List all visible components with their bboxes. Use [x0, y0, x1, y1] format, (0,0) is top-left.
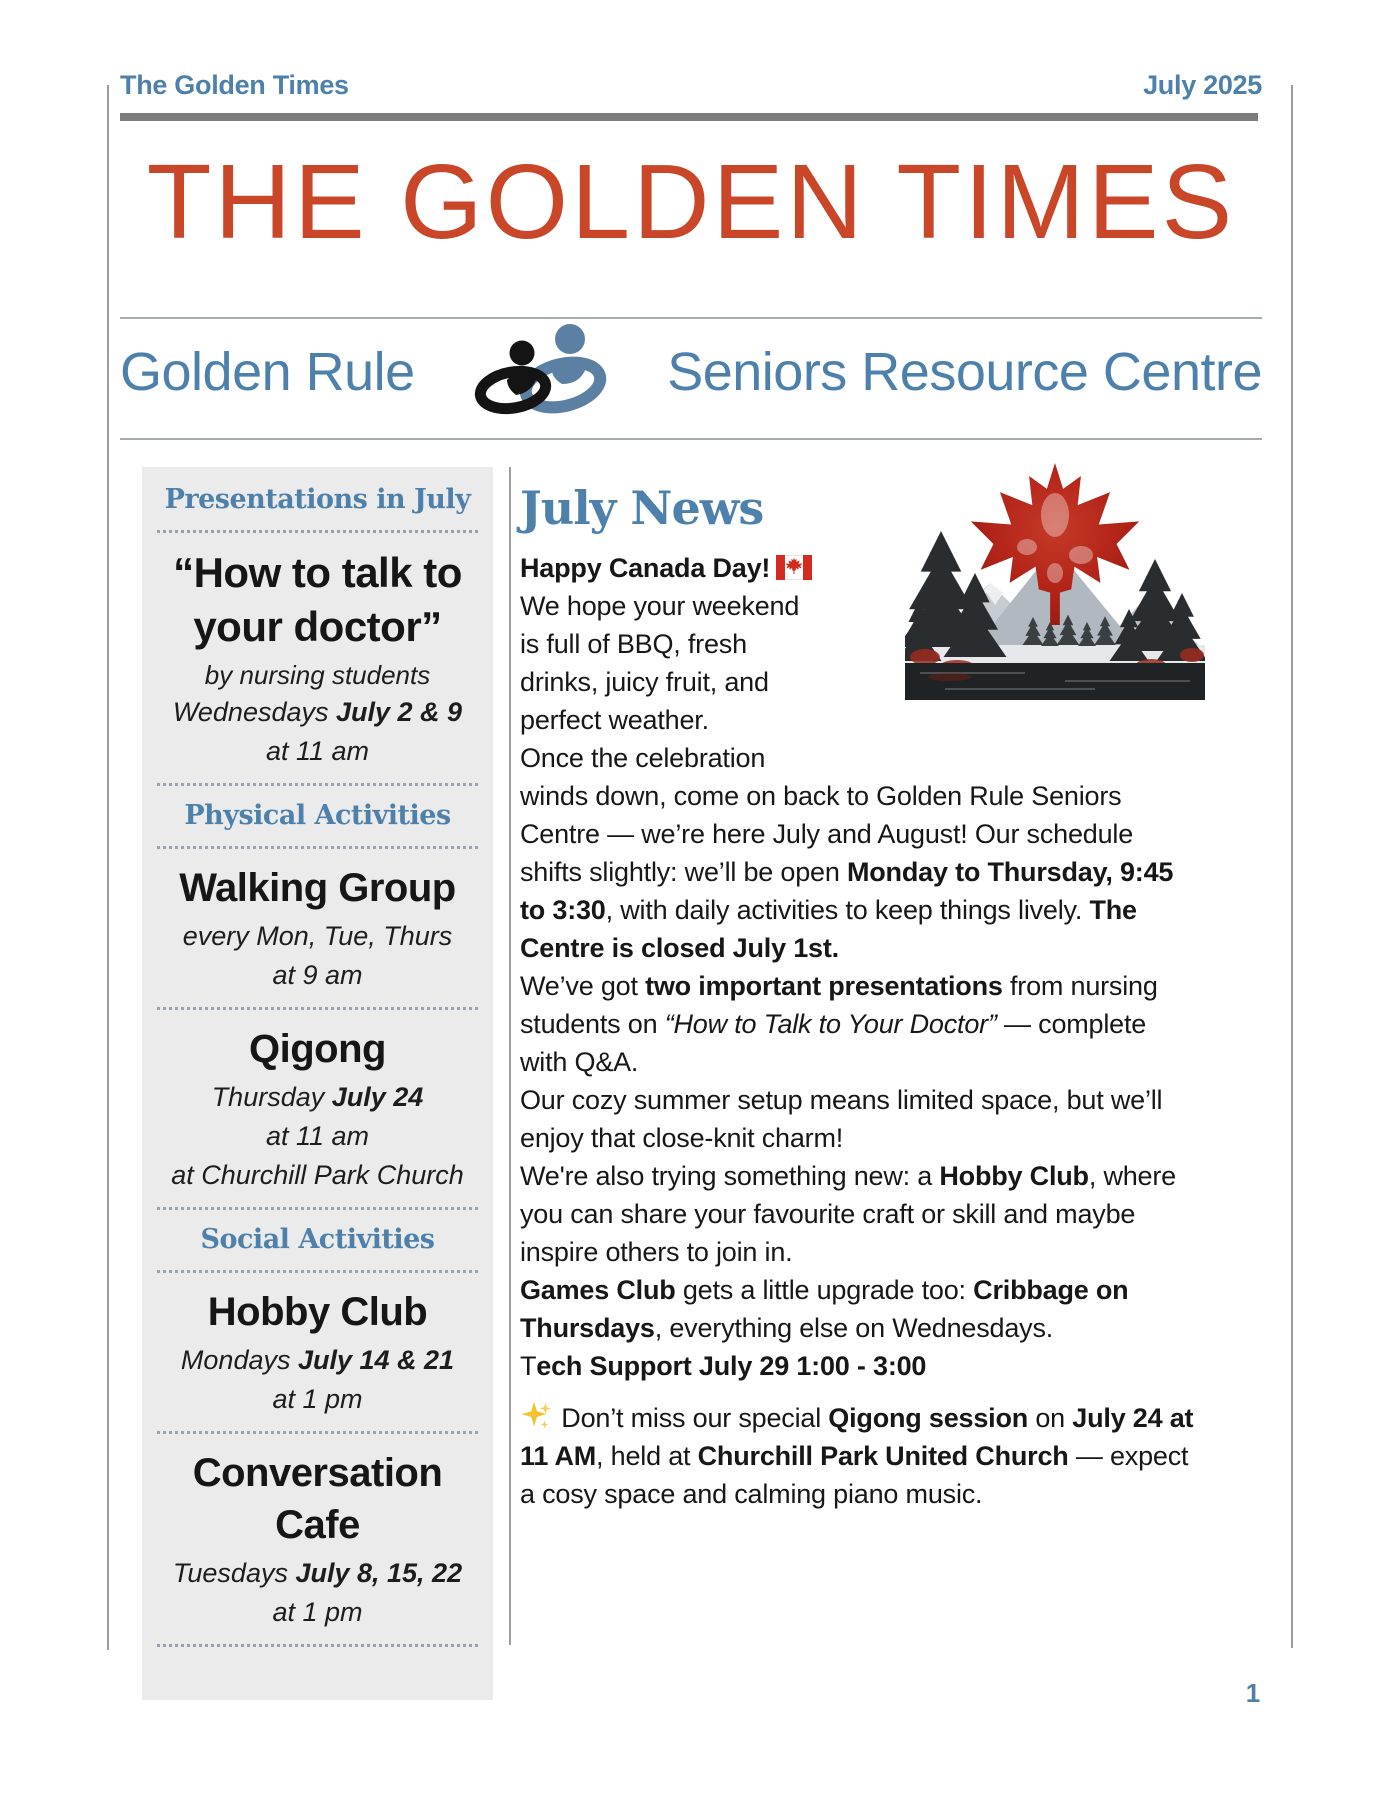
dotted-divider: [157, 1431, 478, 1434]
dotted-divider: [157, 846, 478, 849]
event-time: at 11 am: [265, 1121, 370, 1151]
dotted-divider: [157, 1007, 478, 1010]
event-time: at 1 pm: [272, 1384, 363, 1414]
event-presenter: by nursing students: [204, 660, 431, 690]
brand-rule: [120, 438, 1262, 440]
masthead-rule: [120, 317, 1262, 319]
newsletter-masthead: THE GOLDEN TIMES: [146, 143, 1236, 261]
news-paragraph: Tech Support July 29 1:00 - 3:00: [520, 1351, 927, 1381]
sparkles-icon: [520, 1400, 552, 1432]
canada-flag-icon: [776, 552, 812, 577]
dotted-divider: [157, 530, 478, 533]
brand-left: Golden Rule: [120, 342, 415, 402]
maple-leaf-landscape-illustration: [905, 455, 1205, 700]
event-place: at Churchill Park Church: [171, 1160, 464, 1190]
event-time: at 1 pm: [272, 1597, 363, 1627]
issue-date: July 2025: [1143, 70, 1262, 100]
event-title-cafe: Conversation Cafe: [192, 1451, 443, 1547]
people-infinity-logo-icon: [465, 322, 617, 422]
news-paragraph-qigong: Don’t miss our special Qigong session on July 24 at 11 AM, held at Churchill Park United Church — expect a cosy space and calming piano music.: [520, 1399, 1200, 1513]
event-schedule: Tuesdays July 8, 15, 22: [172, 1558, 463, 1588]
event-schedule: Wednesdays July 2 & 9: [172, 697, 463, 727]
dotted-divider: [157, 783, 478, 786]
news-paragraph: We’ve got two important presentations from nursing students on “How to Talk to Your Doctor” — complete with Q&A.: [520, 971, 1158, 1077]
event-title-hobby: Hobby Club: [207, 1290, 428, 1334]
dotted-divider: [157, 1207, 478, 1210]
brand-row: [120, 322, 1262, 422]
news-heading: July News: [520, 481, 764, 535]
event-time: at 9 am: [272, 960, 363, 990]
page-number: 1: [1245, 1678, 1261, 1708]
sidebar-heading-presentations: Presentations in July: [164, 484, 471, 515]
news-paragraph: Our cozy summer setup means limited space, but we’ll enjoy that close-knit charm!: [520, 1085, 1163, 1153]
page-border-left: [107, 85, 109, 1650]
news-paragraph: Games Club gets a little upgrade too: Cribbage on Thursdays, everything else on Wednesdays.: [520, 1275, 1129, 1343]
page-border-right: [1291, 85, 1293, 1648]
dotted-divider: [157, 1644, 478, 1647]
sidebar-heading-physical: Physical Activities: [184, 800, 451, 831]
news-column: [520, 467, 1200, 1513]
news-paragraph: We're also trying something new: a Hobby Club, where you can share your favourite craft or skill and maybe inspire others to join in.: [520, 1161, 1176, 1267]
event-schedule: every Mon, Tue, Thurs: [182, 921, 453, 951]
news-body: Happy Canada Day! We hope your weekend is full of BBQ, fresh drinks, juicy fruit, and perfect weather. Once the celebration winds down, come on back to Golden Rule Seniors Centre — we’re here July and August! Our schedule shifts slightly: we’ll be open Monday to Thursday, 9:45 to 3:30, with daily activities to keep things lively. The Centre is closed July 1st. We’ve got two important presentations from nursing students on “How to Talk to Your Doctor” — complete with Q&A. Our cozy summer setup means limited space, but we’ll enjoy that close-knit charm! We're also trying something new: a Hobby Club, where you can share your favourite craft or skill and maybe inspire others to join in. Games Club gets a little upgrade too: Cribbage on Thursdays, everything else on Wednesdays. Tech Support July 29 1:00 - 3:00 Don’t miss our special Qigong session on July 24 at 11 AM, held at Churchill Park United Church — expect a cosy space and calming piano music.: [520, 549, 1200, 1513]
event-time: at 11 am: [265, 736, 370, 766]
event-schedule: Thursday July 24: [211, 1082, 424, 1112]
dotted-divider: [157, 1270, 478, 1273]
column-divider: [509, 467, 511, 1645]
event-title-walking: Walking Group: [179, 866, 456, 910]
brand-right: Seniors Resource Centre: [667, 342, 1262, 402]
sidebar-heading-social: Social Activities: [200, 1224, 435, 1255]
events-sidebar: [142, 467, 493, 1700]
header-rule: [120, 113, 1258, 121]
event-title-qigong: Qigong: [249, 1027, 386, 1071]
event-schedule: Mondays July 14 & 21: [180, 1345, 455, 1375]
running-title: The Golden Times: [120, 70, 349, 100]
canada-day-lead: Happy Canada Day!: [520, 553, 771, 583]
event-title-doctor-talk: “How to talk to your doctor”: [173, 549, 462, 650]
